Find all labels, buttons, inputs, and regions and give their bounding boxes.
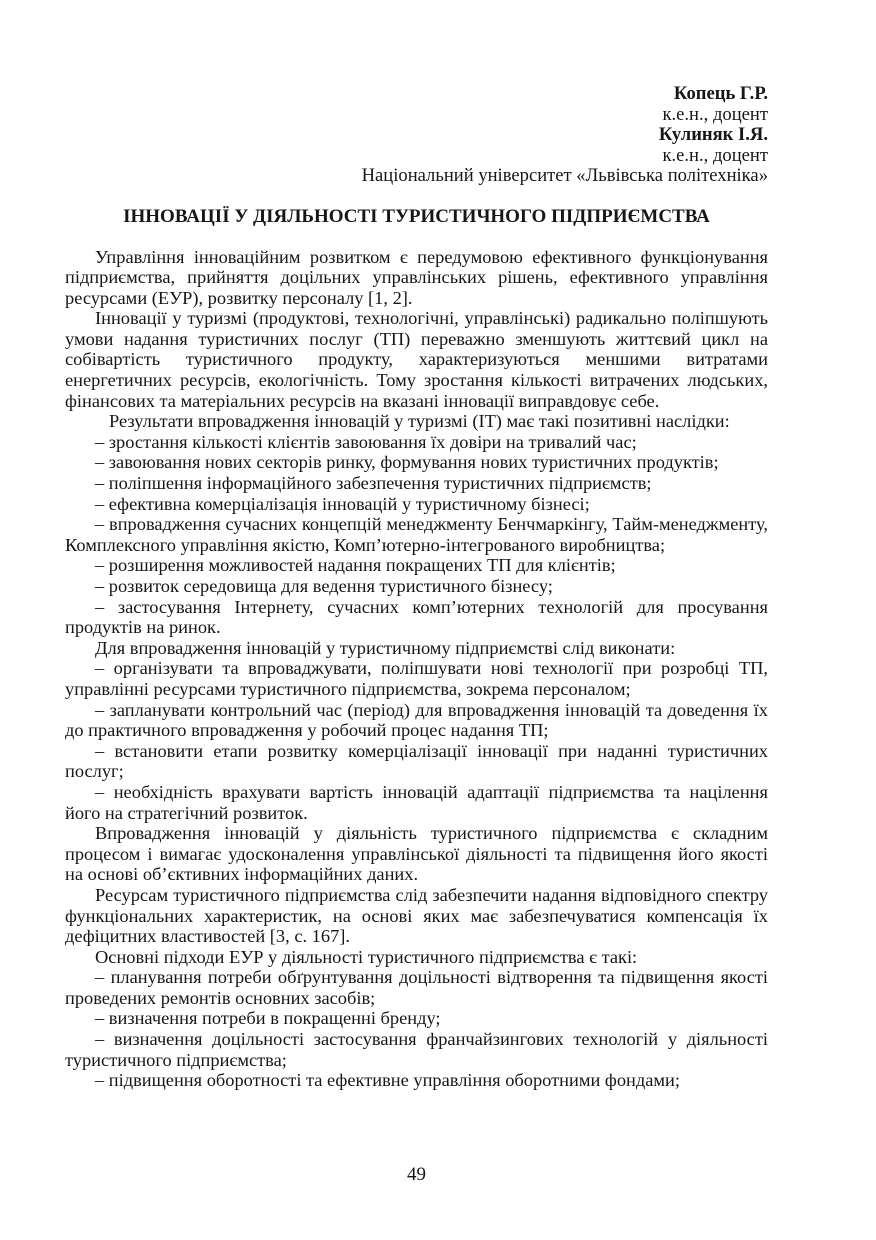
author-degree: к.е.н., доцент — [662, 144, 768, 166]
body-paragraph: – визначення потреби в покращенні бренду; — [95, 1008, 441, 1029]
body-paragraph: Результати впровадження інновацій у туризмі (ІТ) має такі позитивні наслідки: — [109, 411, 730, 432]
body-paragraph: Впровадження інновацій у діяльність туристичного підприємства є складним процесом і вимагає удосконалення управлінської діяльності та підвищення його якості на основі об’єктивних інформаційних даних. — [65, 823, 768, 885]
body-paragraph: – впровадження сучасних концепцій менеджменту Бенчмаркінгу, Тайм-менеджменту, Комплексного управління якістю, Комп’ютерно-інтегрованого виробництва; — [65, 514, 768, 555]
author-block — [65, 84, 768, 187]
body-paragraph: Інновації у туризмі (продуктові, технологічні, управлінські) радикально поліпшують умови надання туристичних послуг (ТП) переважно зменшують життєвий цикл на собівартість туристичного продукту, характеризуються меншими витратами енергетичних ресурсів, екологічність. Тому зростання кількості витрачених людських, фінансових та матеріальних ресурсів на вказані інновації виправдовує себе. — [65, 308, 768, 411]
body-paragraph: – поліпшення інформаційного забезпечення туристичних підприємств; — [95, 473, 652, 494]
body-paragraph: Управління інноваційним розвитком є передумовою ефективного функціонування підприємства, прийняття доцільних управлінських рішень, ефективного управління ресурсами (ЕУР), розвитку персоналу [1, 2]. — [65, 246, 768, 308]
body-paragraph: – зростання кількості клієнтів завоювання їх довіри на тривалий час; — [95, 431, 637, 452]
body-paragraph: – розширення можливостей надання покращених ТП для клієнтів; — [95, 555, 616, 576]
paper-title: ІННОВАЦІЇ У ДІЯЛЬНОСТІ ТУРИСТИЧНОГО ПІДПРИЄМСТВА — [123, 205, 710, 227]
body-paragraph: – встановити етапи розвитку комерціалізації інновації при наданні туристичних послуг; — [65, 740, 768, 782]
author-name: Копець Г.Р. — [673, 83, 768, 104]
page-content — [65, 84, 768, 1091]
body-paragraph: Ресурсам туристичного підприємства слід забезпечити надання відповідного спектру функціональних характеристик, на основі яких має забезпечуватися компенсація їх дефіцитних властивостей [3, с. 167]. — [65, 884, 768, 947]
body-paragraph: Основні підходи ЕУР у діяльності туристичного підприємства є такі: — [95, 946, 638, 967]
body-paragraph: – підвищення оборотності та ефективне управління оборотними фондами; — [95, 1070, 680, 1091]
author-degree: к.е.н., доцент — [662, 103, 768, 125]
body-paragraph: – планування потреби обґрунтування доцільності відтворення та підвищення якості проведених ремонтів основних засобів; — [65, 967, 768, 1008]
affiliation: Національний університет «Львівська політехніка» — [361, 165, 768, 186]
body-paragraph: – запланувати контрольний час (період) для впровадження інновацій та доведення їх до практичного впровадження у робочий процес надання ТП; — [65, 699, 768, 741]
body-paragraph: – ефективна комерціалізація інновацій у туристичному бізнесі; — [95, 493, 590, 514]
body-paragraph: – визначення доцільності застосування франчайзингових технологій у діяльності туристичного підприємства; — [65, 1029, 768, 1070]
page-number: 49 — [407, 1164, 426, 1185]
body-paragraph: – необхідність врахувати вартість інновацій адаптації підприємства та націлення його на стратегічний розвиток. — [65, 781, 768, 823]
body-paragraph: – завоювання нових секторів ринку, формування нових туристичних продуктів; — [95, 452, 719, 473]
body-paragraph: – застосування Інтернету, сучасних комп’ютерних технологій для просування продуктів на ринок. — [65, 596, 768, 638]
body-paragraph: – розвиток середовища для ведення туристичного бізнесу; — [95, 576, 553, 596]
body-text — [65, 247, 768, 1091]
author-name: Кулиняк І.Я. — [658, 124, 768, 145]
body-paragraph: – організувати та впроваджувати, поліпшувати нові технології при розробці ТП, управлінні ресурсами туристичного підприємства, зокрема персоналом; — [65, 658, 768, 699]
body-paragraph: Для впровадження інновацій у туристичному підприємстві слід виконати: — [95, 637, 676, 658]
